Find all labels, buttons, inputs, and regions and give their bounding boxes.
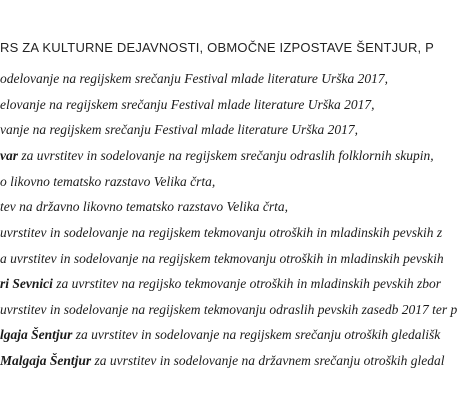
list-item-text: odelovanje na regijskem srečanju Festival mlade literature Urška 2017, [0, 71, 389, 86]
list-item [0, 174, 215, 190]
list-item-text: za uvrstitev in sodelovanje na regijskem srečanju odraslih folklornih skupin, [18, 148, 434, 163]
list-item [0, 225, 442, 241]
list-item-text: za uvrstitev na regijsko tekmovanje otroških in mladinskih pevskih zbor [52, 276, 442, 291]
list-item-bold: var [0, 148, 18, 163]
list-item-text: a uvrstitev in sodelovanje na regijskem tekmovanju otroških in mladinskih pevskih [0, 251, 444, 266]
list-item-bold: ri Sevnici [0, 276, 53, 291]
list-item [0, 97, 375, 113]
list-item-bold: Malgaja Šentjur [0, 353, 92, 368]
list-item-text: uvrstitev in sodelovanje na regijskem tekmovanju otroških in mladinskih pevskih z [0, 225, 443, 240]
list-item-text: tev na državno likovno tematsko razstavo Velika črta, [0, 199, 288, 214]
list-item-text: za uvrstitev in sodelovanje na državnem srečanju otroških gledal [91, 353, 445, 368]
document-heading: RS ZA KULTURNE DEJAVNOSTI, OBMOČNE IZPOSTAVE ŠENTJUR, P [0, 40, 435, 55]
list-item [0, 302, 457, 318]
list-item-bold: lgaja Šentjur [0, 327, 73, 342]
list-item [0, 327, 440, 343]
list-item-text: vanje na regijskem srečanju Festival mlade literature Urška 2017, [0, 122, 359, 137]
list-item [0, 71, 388, 87]
list-item [0, 276, 441, 292]
list-item [0, 353, 444, 369]
list-item-text: o likovno tematsko razstavo Velika črta, [0, 174, 216, 189]
list-item [0, 251, 444, 267]
list-item-text: za uvrstitev in sodelovanje na regijskem srečanju otroških gledališk [72, 327, 441, 342]
list-item [0, 148, 434, 164]
list-item-text: uvrstitev in sodelovanje na regijskem tekmovanju odraslih pevskih zasedb 2017 ter p [0, 302, 457, 317]
list-item [0, 122, 358, 138]
list-item-text: elovanje na regijskem srečanju Festival mlade literature Urška 2017, [0, 97, 375, 112]
list-item [0, 199, 288, 215]
